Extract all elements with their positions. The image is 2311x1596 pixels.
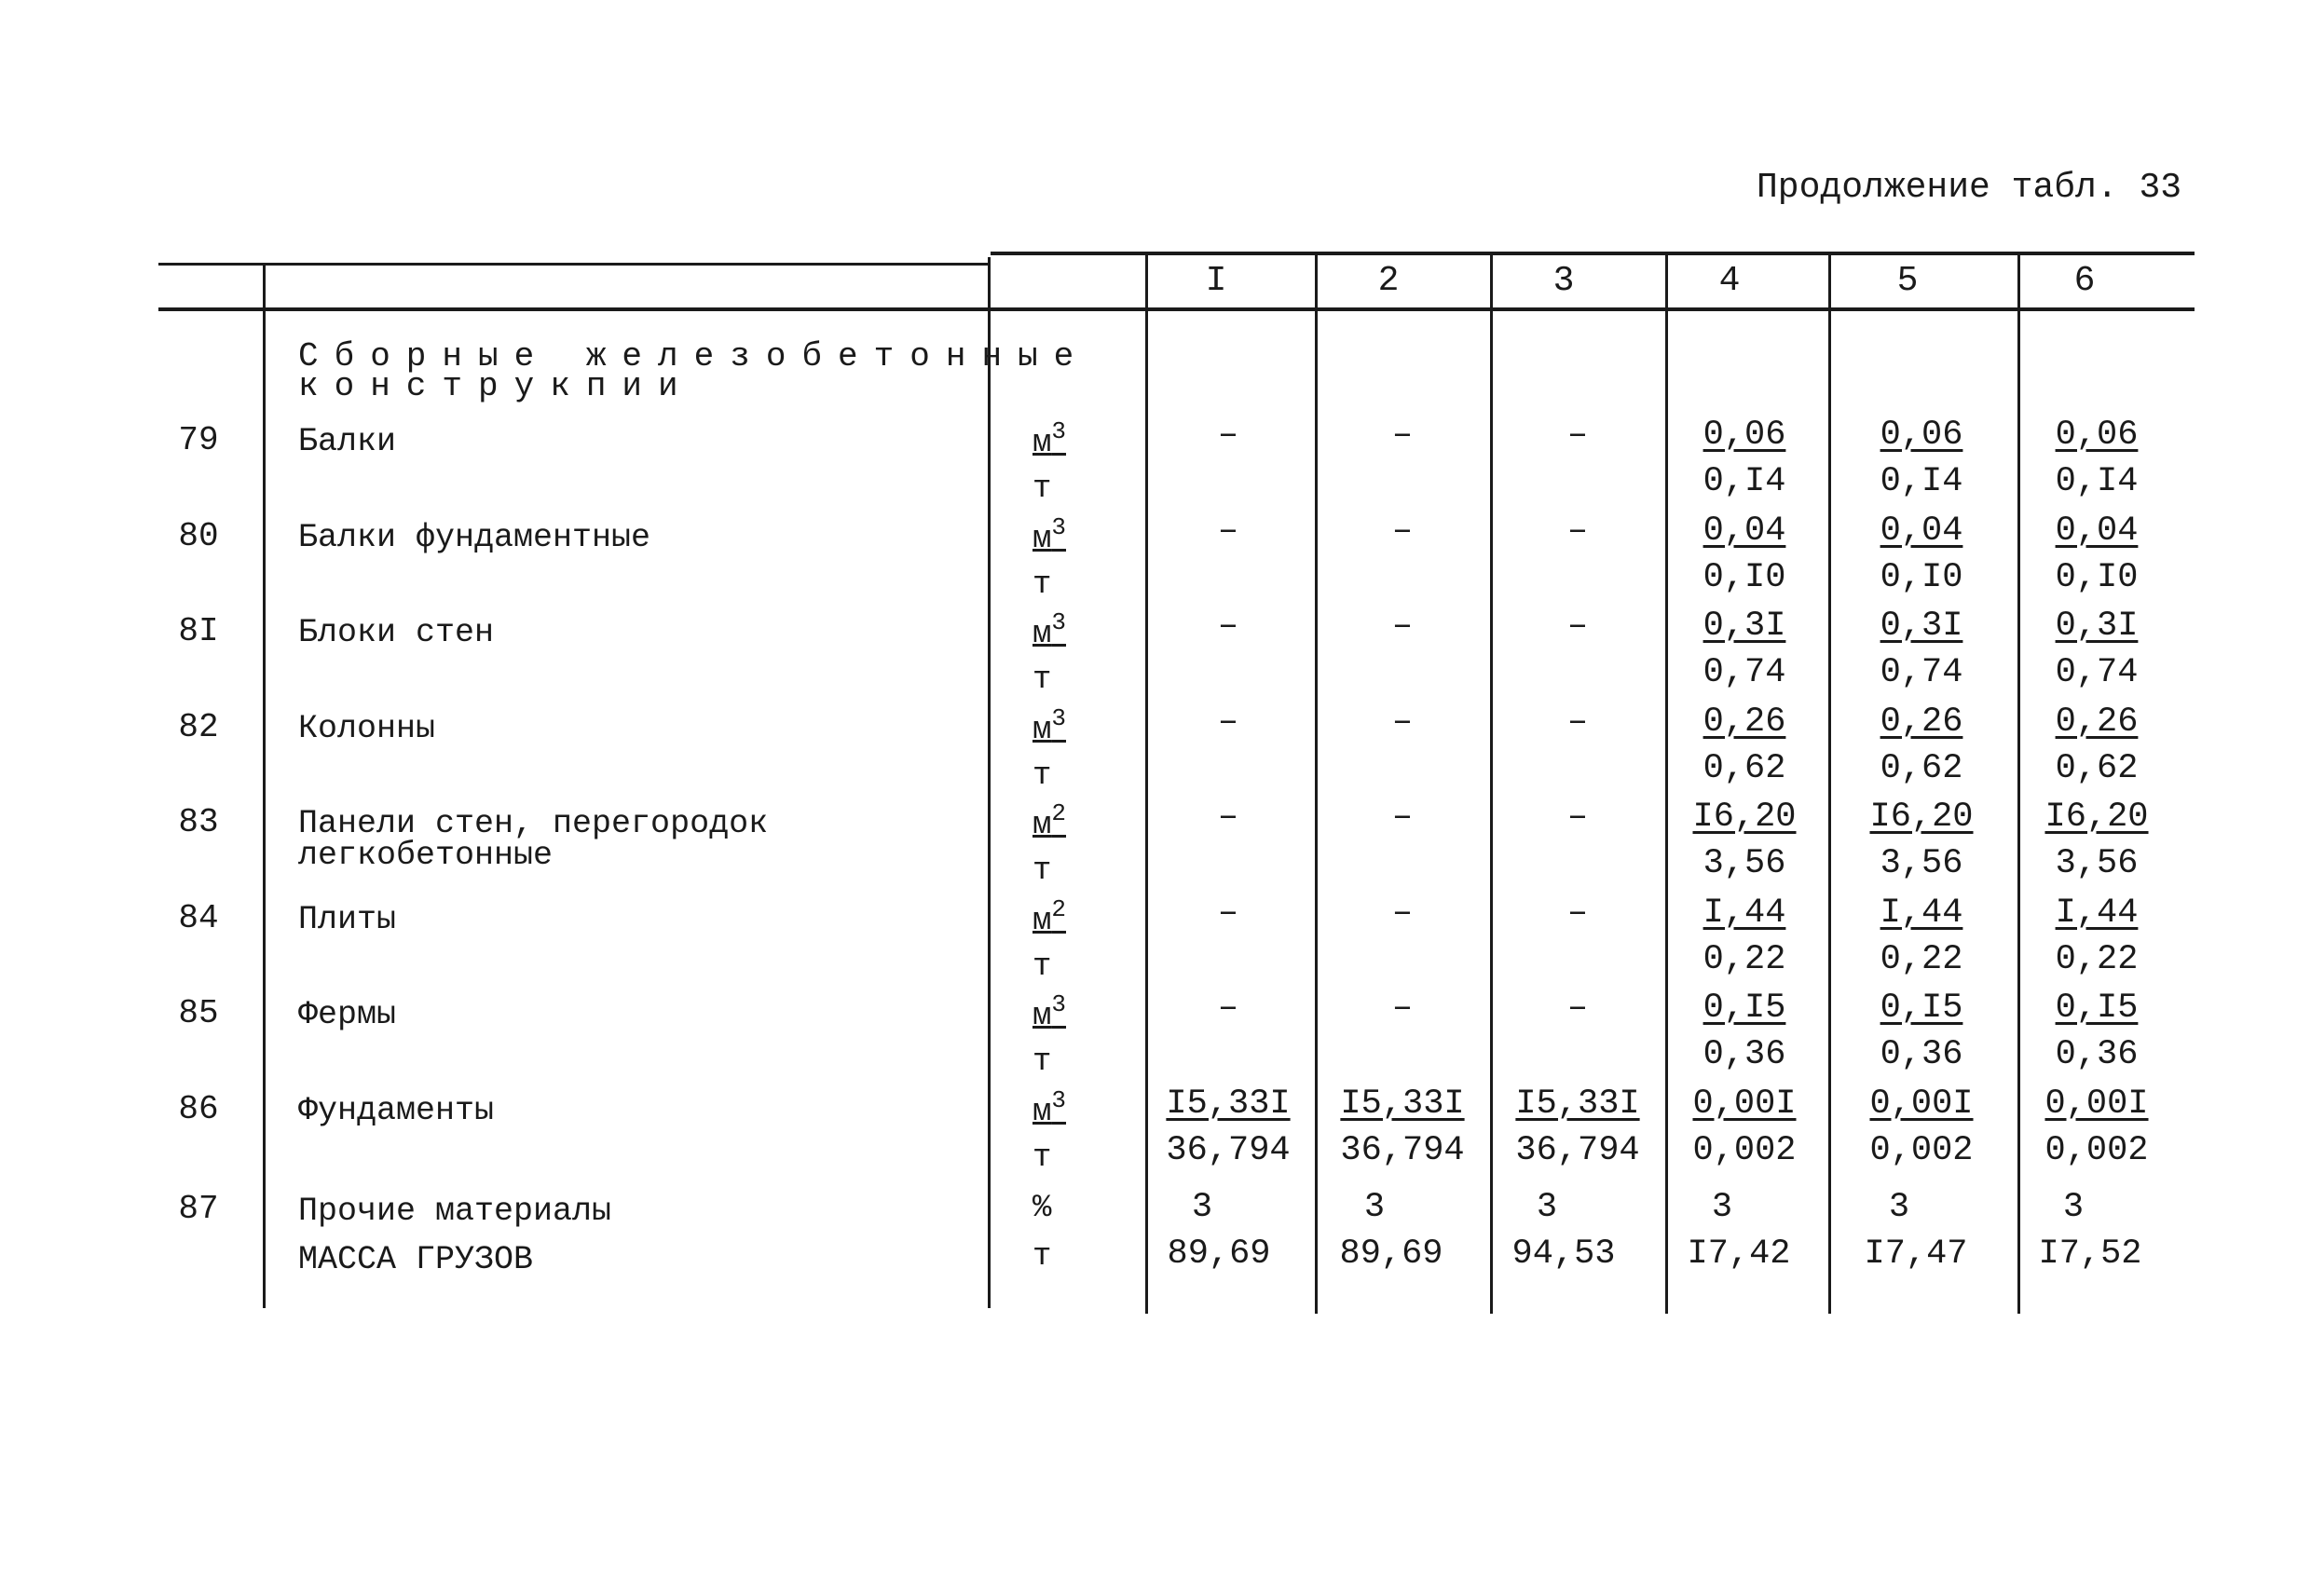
row-unit-volume — [1032, 608, 1066, 652]
header-top-rule-left — [158, 263, 991, 266]
value-bottom-col-4: 0,22 — [1702, 940, 1786, 979]
unit-base: м — [1032, 617, 1052, 652]
value-top-col-3: – — [1566, 607, 1589, 646]
unit-base: м — [1032, 713, 1052, 748]
value-top-col-3: – — [1566, 989, 1589, 1028]
value-top-col-2: – — [1391, 512, 1414, 551]
column-header-4: 4 — [1718, 261, 1741, 301]
row-unit-volume — [1032, 799, 1066, 843]
value-top-col-6: I6,20 — [2044, 798, 2149, 837]
value-top-col-1: – — [1217, 512, 1239, 551]
value-top-col-1: – — [1217, 893, 1239, 933]
row-unit-volume — [1032, 513, 1066, 557]
row-name-line: Колонны — [298, 710, 436, 747]
value-bottom-col-6: 0,62 — [2055, 749, 2139, 788]
value-top-col-3: – — [1566, 798, 1589, 837]
value-top-col-3: – — [1566, 512, 1589, 551]
value-top-col-1: – — [1217, 989, 1239, 1028]
value-top-col-4: I,44 — [1702, 893, 1786, 933]
value-bottom-col-5: 0,I0 — [1880, 558, 1963, 597]
value-col-4: 3 — [1711, 1188, 1733, 1227]
value-bottom-col-4: 0,002 — [1692, 1131, 1797, 1170]
unit-exponent: 3 — [1051, 608, 1067, 636]
table-caption: Продолжение табл. 33 — [1757, 168, 2182, 208]
value-bottom-col-5: 0,22 — [1880, 940, 1963, 979]
value-top-col-1: I5,33I — [1166, 1084, 1291, 1124]
value-top-col-2: – — [1391, 893, 1414, 933]
row-unit-volume — [1032, 895, 1066, 939]
value-top-col-2: – — [1391, 798, 1414, 837]
value-top-col-4: 0,I5 — [1702, 989, 1786, 1028]
value-top-col-1: – — [1217, 416, 1239, 455]
value-top-col-5: I,44 — [1880, 893, 1963, 933]
unit-base: м — [1032, 1095, 1052, 1130]
row-unit-volume — [1032, 417, 1066, 461]
column-header-1: I — [1205, 261, 1227, 301]
value-bottom-col-6: 0,I0 — [2055, 558, 2139, 597]
value-bottom-col-5: 0,I4 — [1880, 462, 1963, 501]
row-name-line: Блоки стен — [298, 614, 495, 651]
header-bottom-rule — [158, 307, 2195, 311]
row-name-line: Плиты — [298, 901, 397, 938]
value-bottom-col-5: 0,36 — [1880, 1035, 1963, 1074]
row-name-line: Балки — [298, 423, 397, 460]
value-bottom-col-4: 3,56 — [1702, 844, 1786, 883]
value-col-3: 3 — [1536, 1188, 1558, 1227]
value-top-col-4: I6,20 — [1692, 798, 1797, 837]
unit-base: м — [1032, 426, 1052, 461]
total-col-1: 89,69 — [1167, 1235, 1271, 1274]
column-divider-2 — [1490, 255, 1493, 1314]
unit-exponent: 3 — [1051, 704, 1067, 732]
row-unit-mass: т — [1032, 1044, 1052, 1080]
value-top-col-4: 0,04 — [1702, 512, 1786, 551]
column-divider-name — [988, 257, 991, 1308]
value-top-col-5: 0,3I — [1880, 607, 1963, 646]
value-bottom-col-5: 0,002 — [1869, 1131, 1974, 1170]
row-number: 84 — [178, 899, 219, 937]
unit-base: м — [1032, 904, 1052, 939]
row-unit-volume — [1032, 990, 1066, 1034]
column-header-5: 5 — [1896, 261, 1919, 301]
value-top-col-6: 0,00I — [2044, 1084, 2149, 1124]
value-bottom-col-2: 36,794 — [1340, 1131, 1465, 1170]
value-bottom-col-6: 0,002 — [2044, 1131, 2149, 1170]
row-unit-mass: т — [1032, 662, 1052, 698]
value-bottom-col-6: 0,I4 — [2055, 462, 2139, 501]
value-top-col-6: 0,3I — [2055, 607, 2139, 646]
value-top-col-2: I5,33I — [1340, 1084, 1465, 1124]
total-col-6: I7,52 — [2038, 1235, 2142, 1274]
total-col-4: I7,42 — [1687, 1235, 1791, 1274]
column-divider-4 — [1828, 255, 1831, 1314]
value-top-col-1: – — [1217, 703, 1239, 742]
value-top-col-5: 0,26 — [1880, 703, 1963, 742]
row-number: 86 — [178, 1090, 219, 1128]
row-name: Прочие материалы — [298, 1193, 612, 1230]
value-bottom-col-4: 0,62 — [1702, 749, 1786, 788]
unit-base: м — [1032, 999, 1052, 1034]
row-name-line: Панели стен, перегородок — [298, 805, 769, 842]
row-unit: % — [1032, 1191, 1052, 1226]
section-title-line-1: Сборные железобетонные — [298, 337, 1090, 375]
value-top-col-5: 0,06 — [1880, 416, 1963, 455]
value-top-col-4: 0,26 — [1702, 703, 1786, 742]
total-col-5: I7,47 — [1864, 1235, 1968, 1274]
row-unit-volume — [1032, 704, 1066, 748]
value-bottom-col-3: 36,794 — [1515, 1131, 1640, 1170]
value-bottom-col-6: 0,74 — [2055, 653, 2139, 692]
row-unit-mass: т — [1032, 1140, 1052, 1176]
unit-exponent: 2 — [1051, 895, 1067, 923]
unit-exponent: 2 — [1051, 799, 1067, 827]
row-name-line: Фермы — [298, 996, 397, 1033]
value-top-col-1: – — [1217, 798, 1239, 837]
row-unit-mass: т — [1032, 758, 1052, 794]
row-number: 82 — [178, 708, 219, 746]
value-bottom-col-6: 0,36 — [2055, 1035, 2139, 1074]
value-top-col-5: I6,20 — [1869, 798, 1974, 837]
value-top-col-5: 0,04 — [1880, 512, 1963, 551]
value-top-col-6: I,44 — [2055, 893, 2139, 933]
row-unit-mass: т — [1032, 471, 1052, 507]
section-title-line-2: конструкпии — [298, 367, 694, 405]
value-bottom-col-6: 0,22 — [2055, 940, 2139, 979]
value-top-col-5: 0,00I — [1869, 1084, 1974, 1124]
value-bottom-col-4: 0,I4 — [1702, 462, 1786, 501]
value-top-col-2: – — [1391, 989, 1414, 1028]
value-top-col-6: 0,26 — [2055, 703, 2139, 742]
value-top-col-3: – — [1566, 703, 1589, 742]
value-top-col-6: 0,I5 — [2055, 989, 2139, 1028]
value-top-col-6: 0,06 — [2055, 416, 2139, 455]
value-bottom-col-5: 0,74 — [1880, 653, 1963, 692]
row-name-line: легкобетонные — [298, 837, 554, 874]
total-label: МАССА ГРУЗОВ — [298, 1241, 534, 1278]
value-top-col-4: 0,06 — [1702, 416, 1786, 455]
value-bottom-col-5: 0,62 — [1880, 749, 1963, 788]
column-header-2: 2 — [1377, 261, 1400, 301]
value-top-col-1: – — [1217, 607, 1239, 646]
value-col-2: 3 — [1363, 1188, 1386, 1227]
unit-exponent: 3 — [1051, 1086, 1067, 1114]
row-unit-volume — [1032, 1086, 1066, 1130]
value-bottom-col-5: 3,56 — [1880, 844, 1963, 883]
row-number: 8I — [178, 612, 219, 650]
value-top-col-3: – — [1566, 416, 1589, 455]
row-name-line: Балки фундаментные — [298, 519, 651, 556]
value-col-6: 3 — [2062, 1188, 2085, 1227]
unit-exponent: 3 — [1051, 513, 1067, 541]
value-top-col-3: I5,33I — [1515, 1084, 1640, 1124]
header-top-rule — [991, 252, 2195, 255]
value-top-col-3: – — [1566, 893, 1589, 933]
column-divider-number — [263, 263, 266, 1308]
column-divider-1 — [1315, 255, 1318, 1314]
value-top-col-5: 0,I5 — [1880, 989, 1963, 1028]
row-number: 85 — [178, 994, 219, 1032]
value-top-col-4: 0,00I — [1692, 1084, 1797, 1124]
value-top-col-2: – — [1391, 416, 1414, 455]
row-name-line: Фундаменты — [298, 1092, 495, 1129]
value-top-col-6: 0,04 — [2055, 512, 2139, 551]
value-bottom-col-4: 0,74 — [1702, 653, 1786, 692]
row-unit-mass: т — [1032, 853, 1052, 889]
row-number: 80 — [178, 517, 219, 555]
value-top-col-2: – — [1391, 607, 1414, 646]
value-bottom-col-1: 36,794 — [1166, 1131, 1291, 1170]
value-col-5: 3 — [1888, 1188, 1910, 1227]
unit-exponent: 3 — [1051, 990, 1067, 1018]
row-number: 87 — [178, 1190, 219, 1228]
row-number: 79 — [178, 421, 219, 459]
value-top-col-2: – — [1391, 703, 1414, 742]
value-top-col-4: 0,3I — [1702, 607, 1786, 646]
column-header-6: 6 — [2073, 261, 2096, 301]
value-bottom-col-4: 0,I0 — [1702, 558, 1786, 597]
total-col-3: 94,53 — [1511, 1235, 1616, 1274]
value-col-1: 3 — [1191, 1188, 1213, 1227]
total-unit: т — [1032, 1239, 1052, 1275]
value-bottom-col-4: 0,36 — [1702, 1035, 1786, 1074]
column-header-3: 3 — [1552, 261, 1575, 301]
unit-base: м — [1032, 522, 1052, 557]
value-bottom-col-6: 3,56 — [2055, 844, 2139, 883]
unit-base: м — [1032, 808, 1052, 843]
row-unit-mass: т — [1032, 949, 1052, 985]
total-col-2: 89,69 — [1339, 1235, 1443, 1274]
unit-exponent: 3 — [1051, 417, 1067, 445]
row-number: 83 — [178, 803, 219, 841]
row-unit-mass: т — [1032, 567, 1052, 603]
